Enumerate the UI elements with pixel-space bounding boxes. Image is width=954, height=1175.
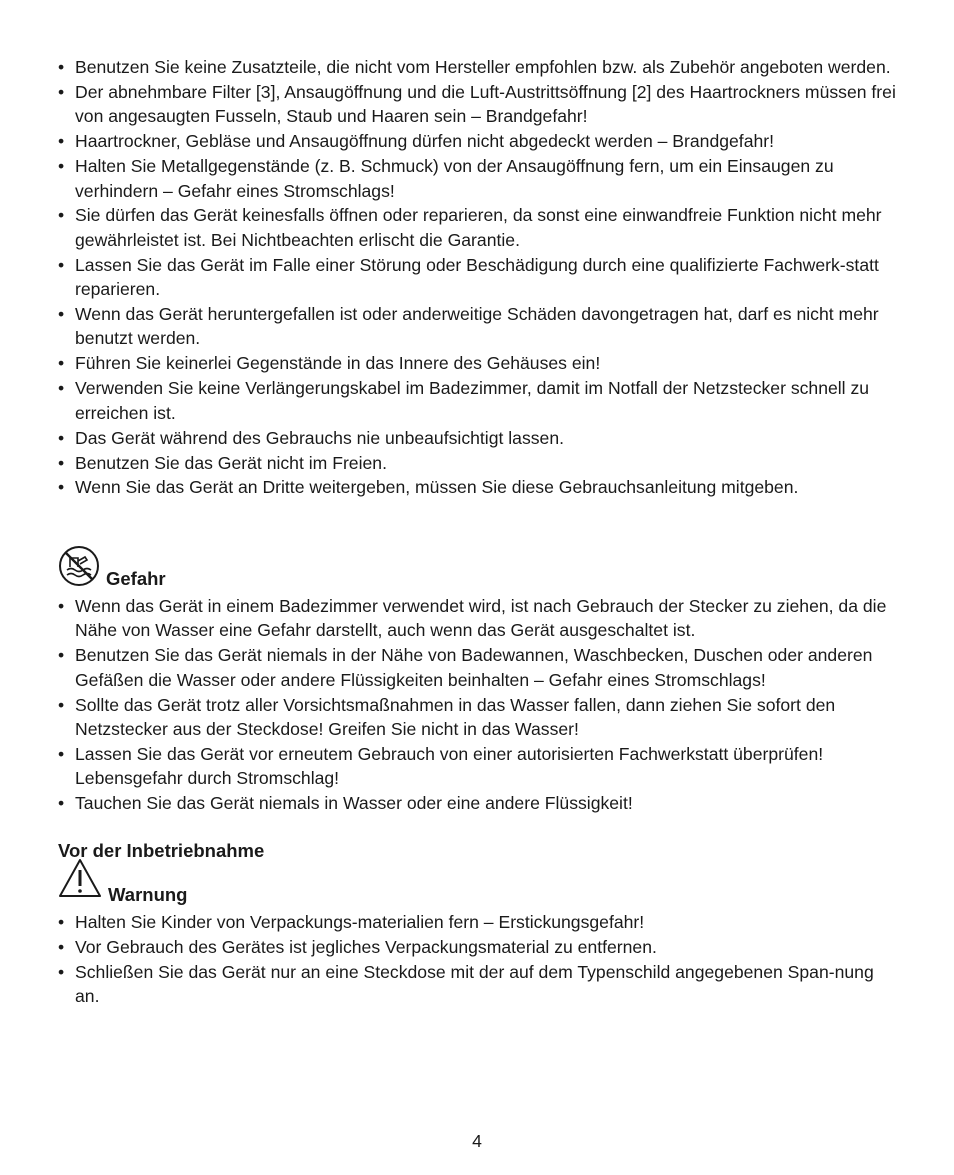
- list-item: • Halten Sie Metallgegenstände (z. B. Schmuck) von der Ansaugöffnung fern, um ein Einsaugen zu verhindern – Gefahr eines Stromschlags!: [58, 154, 898, 203]
- list-item: • Wenn das Gerät heruntergefallen ist oder anderweitige Schäden davongetragen hat, darf es nicht mehr benutzt werden.: [58, 302, 898, 351]
- list-item: • Benutzen Sie das Gerät niemals in der Nähe von Badewannen, Waschbecken, Duschen oder anderen Gefäßen die Wasser oder andere Flüssigkeiten beinhalten – Gefahr eines Stromschlags!: [58, 643, 898, 692]
- list-item: • Verwenden Sie keine Verlängerungskabel im Badezimmer, damit im Notfall der Netzstecker schnell zu erreichen ist.: [58, 376, 898, 425]
- gefahr-heading: Gefahr: [106, 568, 166, 589]
- list-item: • Wenn das Gerät in einem Badezimmer verwendet wird, ist nach Gebrauch der Stecker zu ziehen, da die Nähe von Wasser eine Gefahr darstellt, auch wenn das Gerät ausgeschaltet ist.: [58, 594, 898, 643]
- section-heading: Vor der Inbetriebnahme: [58, 840, 265, 861]
- list-item: • Lassen Sie das Gerät im Falle einer Störung oder Beschädigung durch eine qualifizierte Fachwerk-statt reparieren.: [58, 253, 898, 302]
- list-item: • Halten Sie Kinder von Verpackungs-materialien fern – Erstickungsgefahr!: [58, 910, 898, 934]
- list-item: • Schließen Sie das Gerät nur an eine Steckdose mit der auf dem Typenschild angegebenen Span-nung an.: [58, 960, 898, 1009]
- warning-triangle-icon: [58, 858, 102, 898]
- list-item: • Führen Sie keinerlei Gegenstände in das Innere des Gehäuses ein!: [58, 351, 898, 375]
- list-item: • Sie dürfen das Gerät keinesfalls öffnen oder reparieren, da sonst eine einwandfreie Funktion nicht mehr gewährleistet ist. Bei Nichtbeachten erlischt die Garantie.: [58, 203, 898, 252]
- list-item: • Tauchen Sie das Gerät niemals in Wasser oder eine andere Flüssigkeit!: [58, 791, 898, 815]
- warning-list: [58, 910, 898, 1009]
- list-item: • Benutzen Sie das Gerät nicht im Freien.: [58, 451, 898, 475]
- list-item: • Wenn Sie das Gerät an Dritte weitergeben, müssen Sie diese Gebrauchsanleitung mitgeben.: [58, 475, 898, 499]
- danger-list: [58, 594, 898, 816]
- list-item: • Sollte das Gerät trotz aller Vorsichtsmaßnahmen in das Wasser fallen, dann ziehen Sie sofort den Netzstecker aus der Steckdose! Greifen Sie nicht in das Wasser!: [58, 693, 898, 742]
- warnung-heading: Warnung: [108, 884, 188, 905]
- list-item: • Lassen Sie das Gerät vor erneutem Gebrauch von einer autorisierten Fachwerkstatt überprüfen! Lebensgefahr durch Stromschlag!: [58, 742, 898, 791]
- list-item: • Haartrockner, Gebläse und Ansaugöffnung dürfen nicht abgedeckt werden – Brandgefahr!: [58, 129, 898, 153]
- list-item: • Vor Gebrauch des Gerätes ist jegliches Verpackungsmaterial zu entfernen.: [58, 935, 898, 959]
- safety-list: [58, 55, 898, 500]
- list-item: • Der abnehmbare Filter [3], Ansaugöffnung und die Luft-Austrittsöffnung [2] des Haartrockners müssen frei von angesaugten Fusseln, Staub und Haaren sein – Brandgefahr!: [58, 80, 898, 129]
- page-number: 4: [472, 1131, 482, 1151]
- no-water-immersion-icon: [58, 545, 100, 587]
- list-item: • Das Gerät während des Gebrauchs nie unbeaufsichtigt lassen.: [58, 426, 898, 450]
- list-item: • Benutzen Sie keine Zusatzteile, die nicht vom Hersteller empfohlen bzw. als Zubehör angeboten werden.: [58, 55, 898, 79]
